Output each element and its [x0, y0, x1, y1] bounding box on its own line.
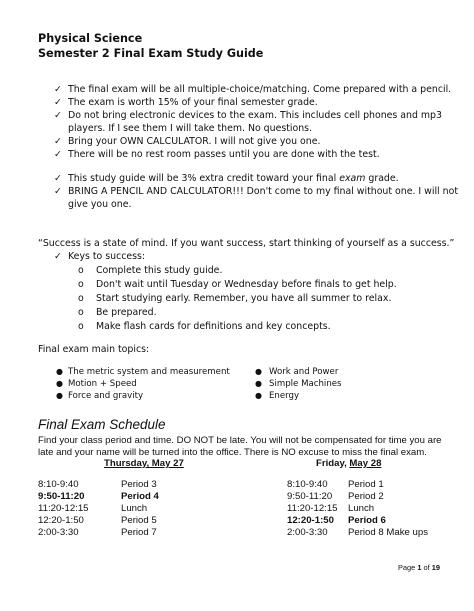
circle-bullet-icon: o — [78, 279, 84, 290]
list-item: The final exam will be all multiple-choice/matching. Come prepared with a pencil. — [68, 84, 452, 95]
check-icon: ✓ — [54, 136, 62, 147]
bullet-icon: ● — [56, 367, 63, 376]
schedule-time: 2:00-3:30 — [287, 527, 328, 538]
list-item: There will be no rest room passes until you are done with the test. — [68, 149, 380, 160]
list-item: Energy — [269, 391, 300, 401]
check-icon: ✓ — [54, 186, 62, 197]
schedule-time: 9:50-11:20 — [38, 491, 85, 502]
topics-heading: Final exam main topics: — [38, 344, 150, 355]
check-icon: ✓ — [54, 97, 62, 108]
schedule-time: 8:10-9:40 — [287, 479, 328, 490]
schedule-period: Period 2 — [348, 491, 384, 502]
list-item: BRING A PENCIL AND CALCULATOR!!! Don't come to my final without one. I will not — [68, 186, 458, 197]
schedule-time: 12:20-1:50 — [287, 515, 334, 526]
schedule-period: Period 7 — [121, 527, 157, 538]
thursday-label: Thursday, May 27 — [104, 458, 184, 469]
schedule-period: Period 1 — [348, 479, 384, 490]
list-item: Do not bring electronic devices to the exam. This includes cell phones and mp3 — [68, 110, 442, 121]
schedule-period: Period 5 — [121, 515, 157, 526]
schedule-time: 11:20-12:15 — [287, 503, 338, 514]
schedule-time: 11:20-12:15 — [38, 503, 89, 514]
list-item-continued: give you one. — [68, 199, 132, 210]
circle-bullet-icon: o — [78, 307, 84, 318]
circle-bullet-icon: o — [78, 321, 84, 332]
list-item: The exam is worth 15% of your final semester grade. — [68, 97, 318, 108]
page-number: Page 1 of 19 — [398, 563, 440, 572]
bullet-icon: ● — [56, 379, 63, 388]
bullet-icon: ● — [56, 391, 63, 400]
schedule-period: Period 3 — [121, 479, 157, 490]
check-icon: ✓ — [54, 84, 62, 95]
document-title: Physical Science — [38, 32, 143, 45]
list-item: Start studying early. Remember, you have all summer to relax. — [96, 293, 392, 304]
check-icon: ✓ — [54, 149, 62, 160]
list-item: Bring your OWN CALCULATOR. I will not give you one. — [68, 136, 321, 147]
list-item: Simple Machines — [269, 379, 342, 389]
check-icon: ✓ — [54, 110, 62, 121]
schedule-intro-line: late and your name will be turned into the office. There is NO excuse to miss the final exam. — [38, 447, 427, 458]
bullet-icon: ● — [255, 379, 262, 388]
document-subtitle: Semester 2 Final Exam Study Guide — [38, 47, 264, 60]
schedule-period: Lunch — [121, 503, 148, 514]
schedule-time: 8:10-9:40 — [38, 479, 79, 490]
schedule-time: 9:50-11:20 — [287, 491, 333, 502]
circle-bullet-icon: o — [78, 265, 84, 276]
list-item: The metric system and measurement — [68, 367, 230, 377]
check-icon: ✓ — [54, 251, 62, 262]
bullet-icon: ● — [255, 367, 262, 376]
list-item: Work and Power — [269, 367, 339, 377]
schedule-heading: Final Exam Schedule — [38, 417, 166, 432]
list-item-continued: players. If I see them I will take them. No questions. — [68, 123, 313, 134]
schedule-period: Period 4 — [121, 491, 159, 502]
list-item: Complete this study guide. — [96, 265, 223, 276]
list-item: This study guide will be 3% extra credit toward your final exam grade. — [68, 173, 399, 184]
schedule-time: 2:00-3:30 — [38, 527, 79, 538]
schedule-period: Period 8 Make ups — [348, 527, 428, 538]
quote: “Success is a state of mind. If you want success, start thinking of yourself as a success.” — [38, 238, 455, 249]
keys-heading: Keys to success: — [68, 251, 146, 262]
list-item: Motion + Speed — [68, 379, 137, 389]
list-item: Don't wait until Tuesday or Wednesday before finals to get help. — [96, 279, 397, 290]
bullet-icon: ● — [255, 391, 262, 400]
schedule-time: 12:20-1:50 — [38, 515, 84, 526]
friday-label: Friday, May 28 — [316, 458, 382, 469]
check-icon: ✓ — [54, 173, 62, 184]
list-item: Make flash cards for definitions and key concepts. — [96, 321, 331, 332]
emphasized-word: exam — [339, 173, 366, 184]
schedule-period: Period 6 — [348, 515, 386, 526]
circle-bullet-icon: o — [78, 293, 84, 304]
schedule-intro-line: Find your class period and time. DO NOT be late. You will not be compensated for time you are — [38, 435, 442, 446]
schedule-period: Lunch — [348, 503, 375, 514]
list-item: Force and gravity — [68, 391, 144, 401]
list-item: Be prepared. — [96, 307, 157, 318]
